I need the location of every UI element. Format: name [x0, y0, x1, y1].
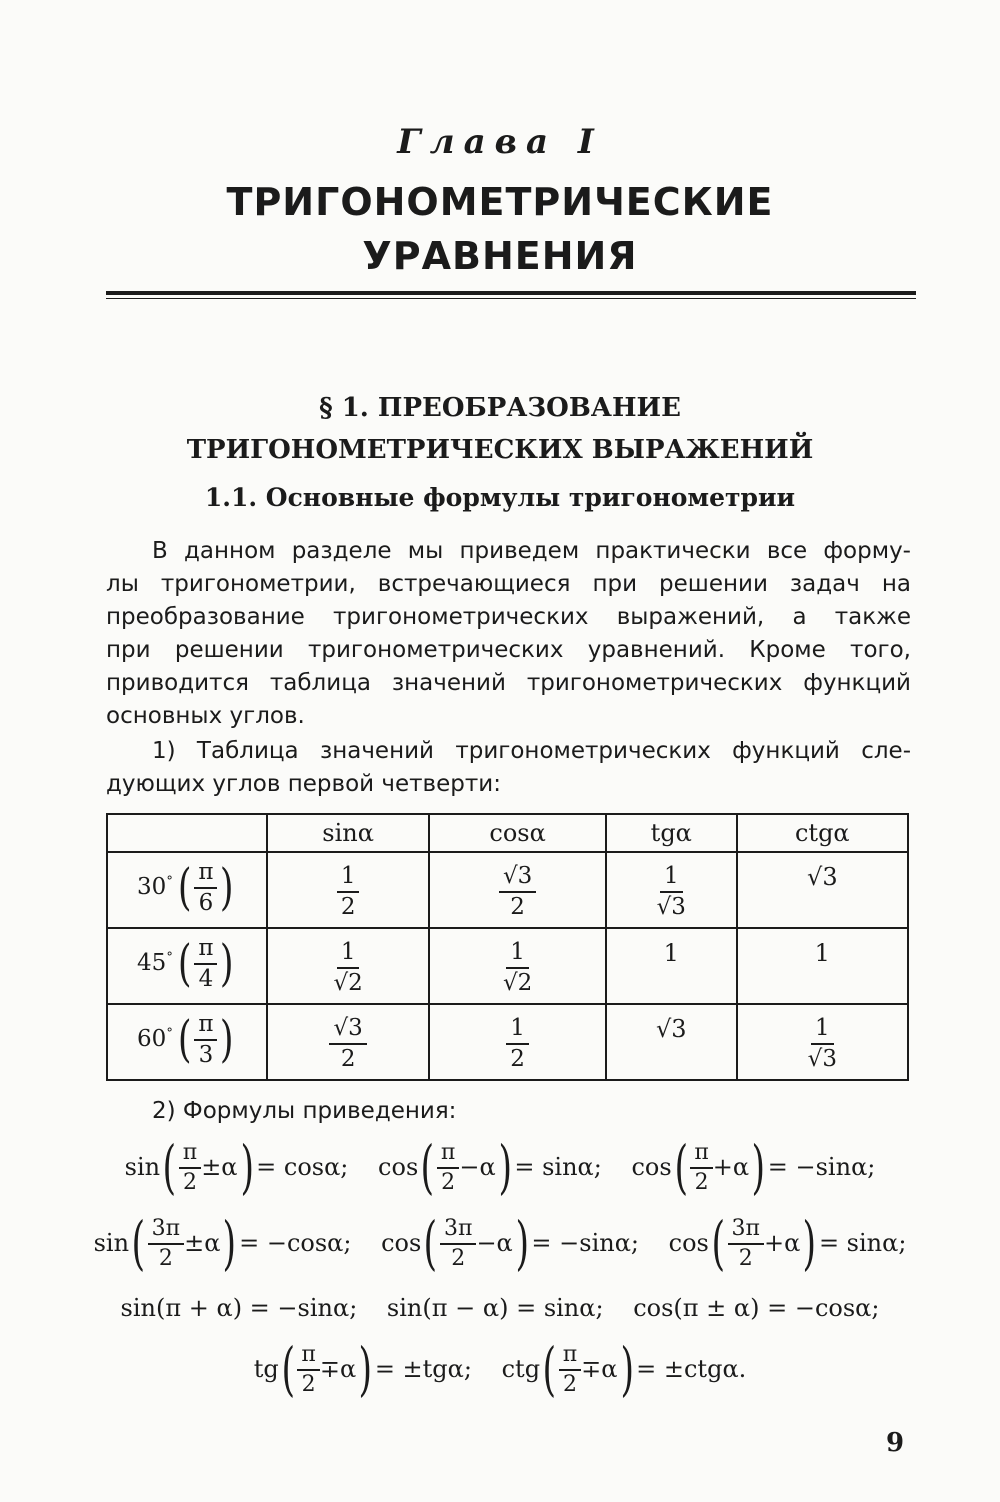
section-title-line1: § 1. ПРЕОБРАЗОВАНИЕ — [319, 393, 681, 423]
formula-fn: cos — [378, 1153, 419, 1181]
formula-rhs: = sinα; — [818, 1229, 907, 1257]
formula-fn: tg — [253, 1355, 279, 1383]
formula-den: 2 — [451, 1246, 466, 1271]
angle-degrees: 45 — [137, 950, 167, 976]
paragraph-line: 1) Таблица значений тригонометрических функций сле- — [152, 738, 911, 764]
subsection-title: 1.1. Основные формулы тригонометрии — [204, 483, 796, 512]
angle-num: π — [194, 1011, 217, 1041]
angle-den: 3 — [198, 1042, 214, 1068]
value-cell — [267, 928, 429, 1004]
formula-rhs: = −cosα; — [239, 1229, 352, 1257]
cell-num: 1 — [506, 1015, 529, 1045]
section-title-line2: ТРИГОНОМЕТРИЧЕСКИХ ВЫРАЖЕНИЙ — [186, 435, 814, 465]
formula-num: 3π — [148, 1216, 184, 1245]
formula: cos ( $\frac{\pi}{2}$ +α ) = −sinα; — [631, 1133, 876, 1201]
formula-rhs: = ±tgα; — [374, 1355, 472, 1383]
paragraph-line: преобразование тригонометрических выражений, а также — [106, 604, 911, 630]
formula-num: π — [297, 1342, 319, 1371]
value-cell — [737, 1004, 908, 1080]
cell-value: 1 — [814, 939, 830, 967]
angle-den: 4 — [198, 966, 214, 992]
formula-num: 3π — [440, 1216, 476, 1245]
formula-rhs: = −sinα; — [531, 1229, 639, 1257]
formula-fn: sin — [124, 1153, 161, 1181]
degree-sign: ° — [166, 873, 173, 889]
formula-fn: cos — [381, 1229, 422, 1257]
cell-den: 2 — [340, 1046, 356, 1072]
value-cell — [606, 852, 737, 928]
formula-op: −α — [476, 1229, 513, 1257]
formula-den: 2 — [694, 1170, 709, 1195]
angle-degrees: 60 — [137, 1026, 167, 1052]
degree-sign: ° — [166, 949, 173, 965]
cell-num: 1 — [660, 863, 683, 893]
cell-num: 1 — [337, 863, 360, 893]
formula-op: ±α — [184, 1229, 221, 1257]
formula-row — [0, 1133, 1000, 1201]
cell-value: √3 — [807, 863, 838, 891]
item2-title: 2) Формулы приведения: — [152, 1098, 457, 1124]
item1-paragraph — [106, 735, 911, 801]
formula-den: 2 — [182, 1170, 197, 1195]
table-row — [107, 928, 908, 1004]
trig-values-table — [106, 813, 909, 1081]
angle-cell: 45 ° ( $\frac{\pi}{4}$ ) — [107, 928, 267, 1004]
chapter-title-line1: ТРИГОНОМЕТРИЧЕСКИЕ — [226, 180, 774, 224]
value-cell — [267, 852, 429, 928]
formula: ctg ( $\frac{\pi}{2}$ ∓α ) = ±ctgα. — [501, 1335, 747, 1403]
angle-num: π — [194, 935, 217, 965]
cell-den: 2 — [510, 894, 525, 920]
paragraph-line: В данном разделе мы приведем практически все форму- — [152, 538, 911, 564]
formula-rhs: = cosα; — [256, 1153, 349, 1181]
angle-degrees: 30 — [137, 874, 167, 900]
header-rule-thin — [106, 298, 916, 299]
formula: sin(π − α) = sinα; — [386, 1294, 604, 1322]
formula-op: ±α — [201, 1153, 238, 1181]
formula-op: +α — [763, 1229, 801, 1257]
header-tg: tgα — [606, 814, 737, 852]
angle-cell: 60 ° ( $\frac{\pi}{3}$ ) — [107, 1004, 267, 1080]
formula: sin(π + α) = −sinα; — [120, 1294, 358, 1322]
value-cell — [606, 928, 737, 1004]
paragraph-line: дующих углов первой четверти: — [106, 771, 501, 797]
formula-op: ∓α — [581, 1355, 618, 1383]
chapter-label: Глава I — [397, 122, 603, 162]
table-row — [107, 852, 908, 928]
formula-fn: cos — [631, 1153, 672, 1181]
value-cell — [737, 852, 908, 928]
formula: cos ( $\frac{3\pi}{2}$ −α ) = −sinα; — [381, 1209, 639, 1277]
formula-den: 2 — [562, 1372, 577, 1397]
formula-num: π — [179, 1140, 201, 1169]
formula: tg ( $\frac{\pi}{2}$ ∓α ) = ±tgα; — [253, 1335, 472, 1403]
table-header-row — [107, 814, 908, 852]
formula-fn: ctg — [501, 1355, 541, 1383]
cell-num: 1 — [506, 939, 529, 969]
cell-den: √2 — [333, 970, 363, 996]
table-corner-cell — [107, 814, 267, 852]
formula: cos ( $\frac{\pi}{2}$ −α ) = sinα; — [378, 1133, 602, 1201]
angle-num: π — [194, 859, 217, 889]
formula: cos(π ± α) = −cosα; — [633, 1294, 880, 1322]
header-rule-thick — [106, 291, 916, 295]
cell-num: 1 — [337, 939, 360, 969]
formula: cos ( $\frac{3\pi}{2}$ +α ) = sinα; — [668, 1209, 907, 1277]
formula-den: 2 — [158, 1246, 173, 1271]
angle-den: 6 — [198, 890, 214, 916]
degree-sign: ° — [166, 1025, 173, 1041]
cell-num: √3 — [499, 863, 536, 893]
cell-den: 2 — [340, 894, 356, 920]
formula-op: +α — [712, 1153, 750, 1181]
formula-num: π — [559, 1342, 581, 1371]
angle-cell: 30 ° ( $\frac{\pi}{6}$ ) — [107, 852, 267, 928]
formula-row — [0, 1335, 1000, 1403]
value-cell — [737, 928, 908, 1004]
page-number: 9 — [886, 1428, 905, 1458]
cell-value: √3 — [656, 1015, 687, 1043]
value-cell — [429, 928, 606, 1004]
cell-den: √3 — [807, 1046, 837, 1072]
formula-fn: sin — [93, 1229, 130, 1257]
formula-rhs: = sinα; — [514, 1153, 602, 1181]
cell-den: √2 — [502, 970, 533, 996]
cell-value: 1 — [663, 939, 679, 967]
formula-num: 3π — [728, 1216, 764, 1245]
formula: sin ( $\frac{3\pi}{2}$ ±α ) = −cosα; — [93, 1209, 352, 1277]
intro-paragraph — [106, 535, 911, 733]
header-sin: sinα — [267, 814, 429, 852]
formula: sin ( $\frac{\pi}{2}$ ±α ) = cosα; — [124, 1133, 349, 1201]
formula-den: 2 — [441, 1170, 456, 1195]
formula-row — [0, 1209, 1000, 1277]
value-cell — [606, 1004, 737, 1080]
formula-num: π — [437, 1140, 459, 1169]
formula-op: −α — [459, 1153, 496, 1181]
value-cell — [429, 1004, 606, 1080]
paragraph-line: при решении тригонометрических уравнений. Кроме того, — [106, 637, 911, 663]
chapter-title-line2: УРАВНЕНИЯ — [362, 234, 638, 278]
formula-num: π — [690, 1140, 712, 1169]
paragraph-line: основных углов. — [106, 703, 305, 729]
value-cell — [267, 1004, 429, 1080]
cell-den: 2 — [510, 1046, 525, 1072]
cell-num: √3 — [329, 1015, 366, 1045]
paragraph-line: лы тригонометрии, встречающиеся при решении задач на — [106, 571, 911, 597]
value-cell — [429, 852, 606, 928]
header-ctg: ctgα — [737, 814, 908, 852]
formula-row — [0, 1294, 1000, 1322]
cell-den: √3 — [656, 894, 686, 920]
cell-num: 1 — [811, 1015, 834, 1045]
formula-rhs: = ±ctgα. — [636, 1355, 747, 1383]
formula-op: ∓α — [319, 1355, 357, 1383]
formula-rhs: = −sinα; — [767, 1153, 876, 1181]
table-row — [107, 1004, 908, 1080]
header-cos: cosα — [429, 814, 606, 852]
formula-fn: cos — [668, 1229, 709, 1257]
paragraph-line: приводится таблица значений тригонометрических функций — [106, 670, 911, 696]
formula-den: 2 — [738, 1246, 753, 1271]
formula-den: 2 — [301, 1372, 316, 1397]
